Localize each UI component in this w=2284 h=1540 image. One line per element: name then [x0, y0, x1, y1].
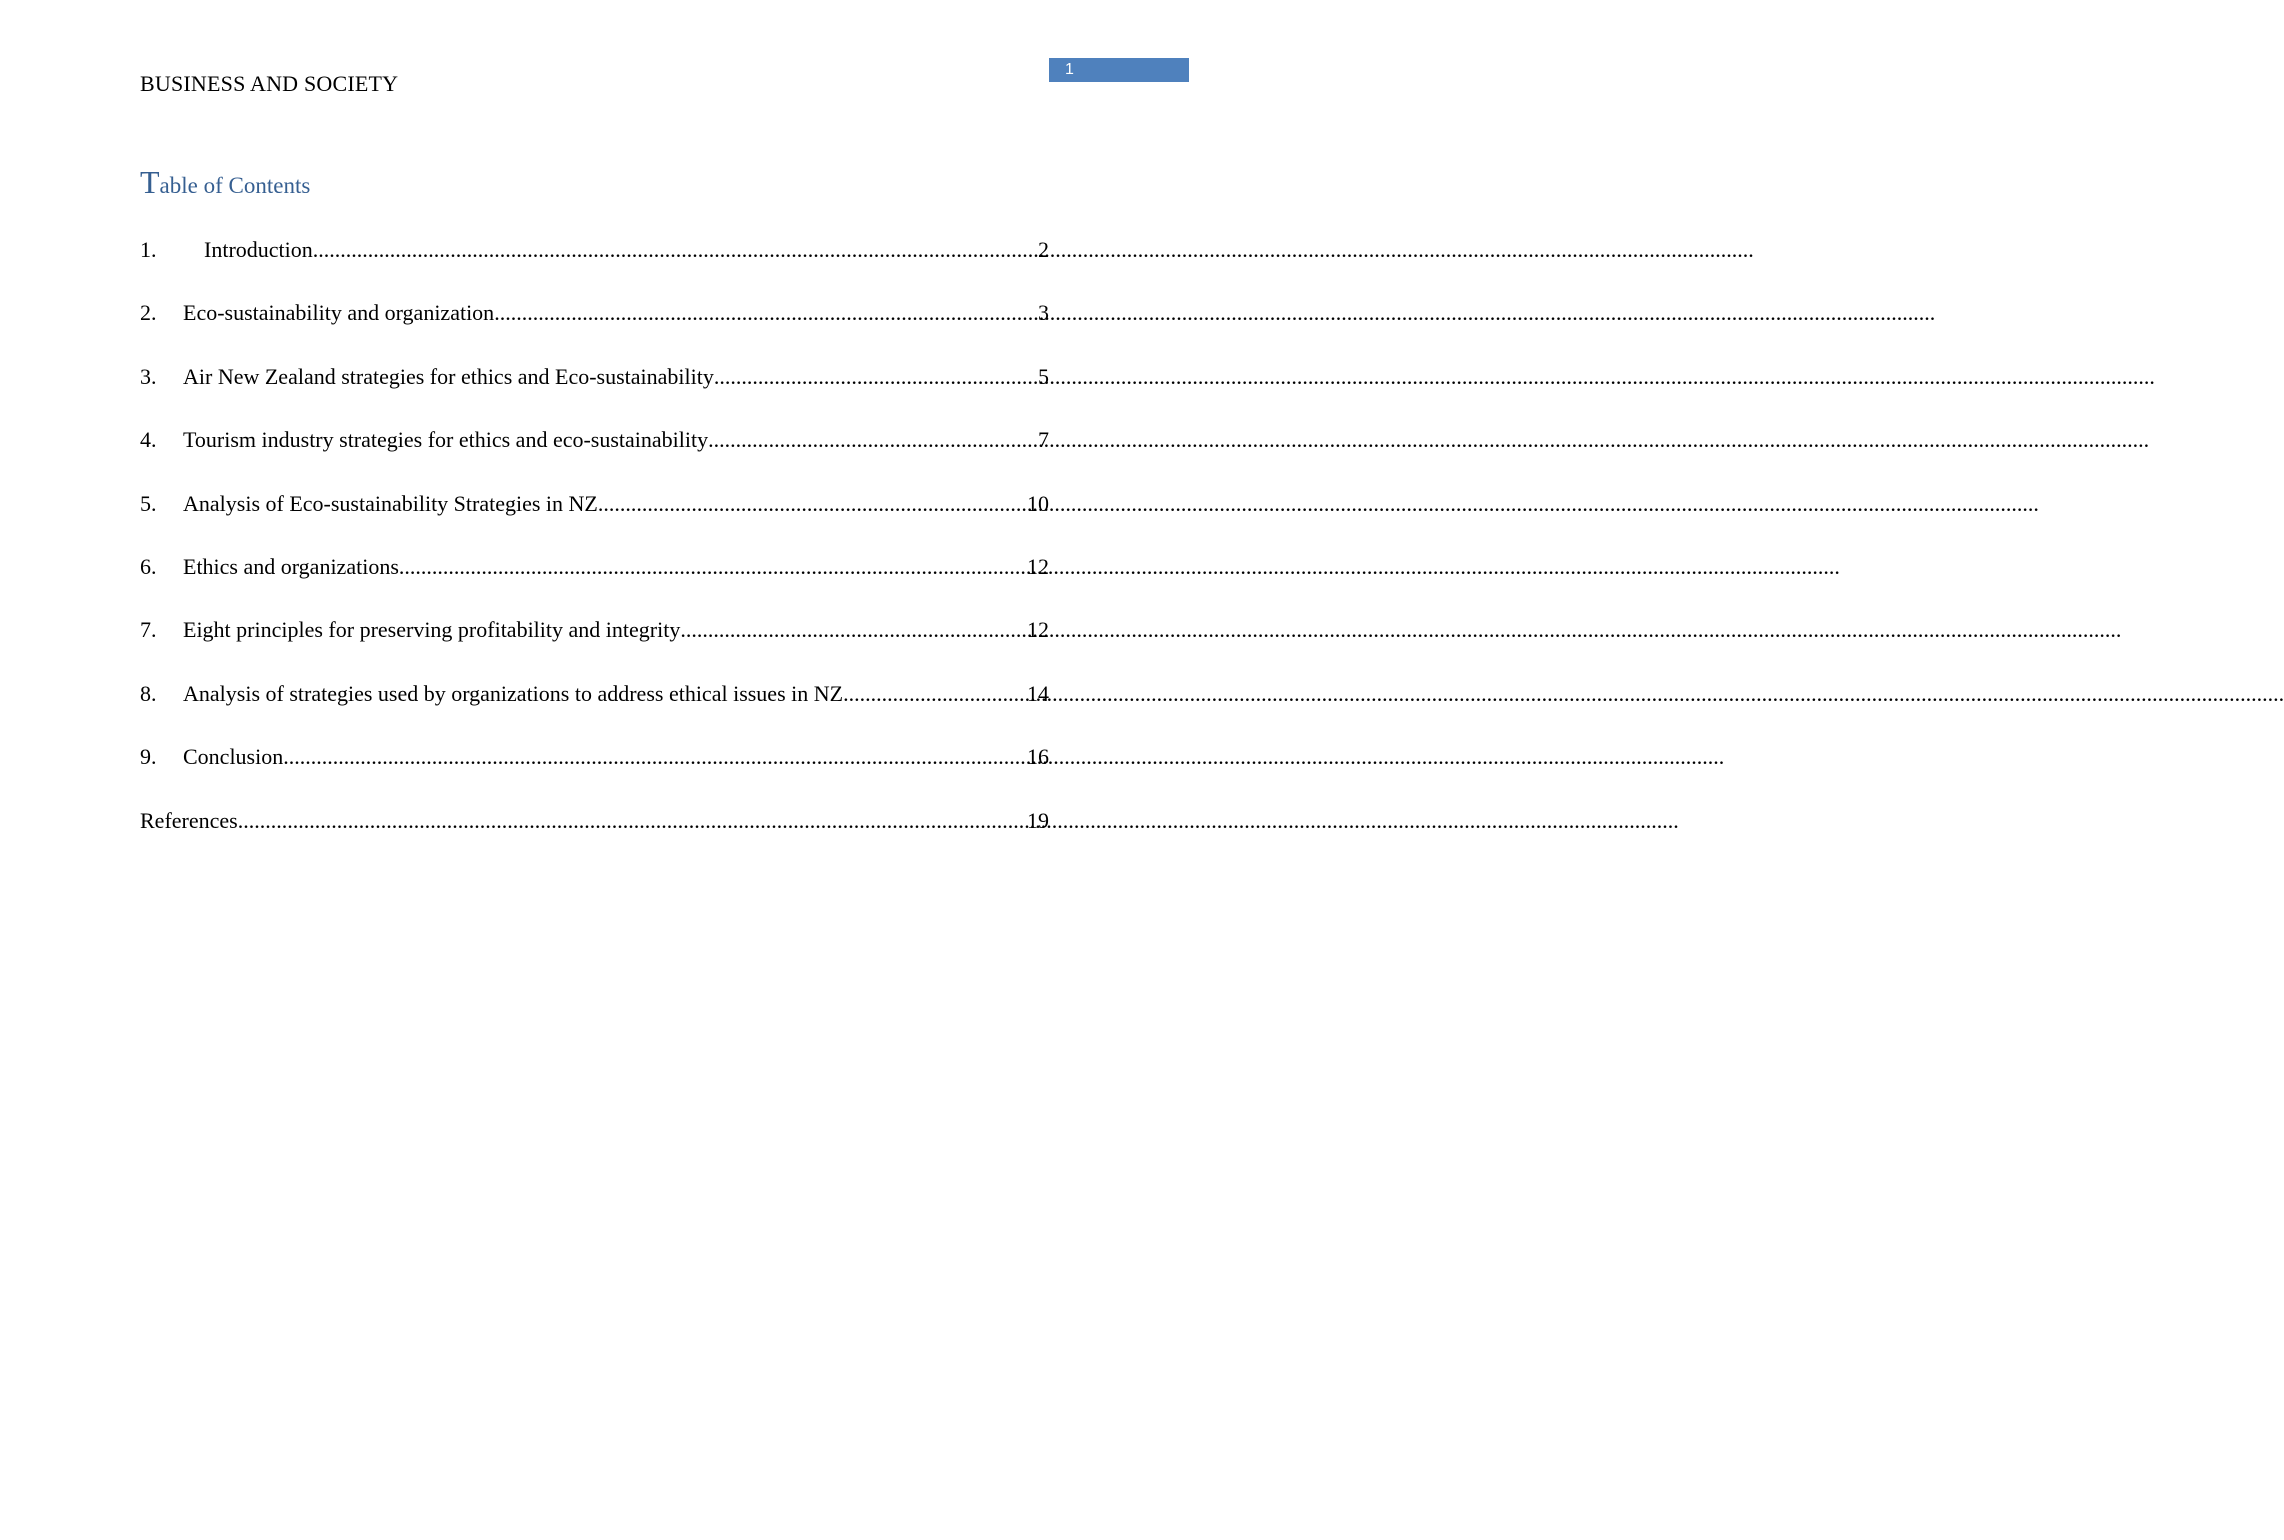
toc-entry-number: 4. [140, 427, 157, 453]
toc-dot-leader [708, 424, 1038, 456]
toc-entry-number: 7. [140, 617, 157, 643]
toc-entry-number: 8. [140, 680, 157, 706]
toc-entry-eight-principles[interactable] [140, 614, 1049, 677]
toc-dot-leader [283, 741, 1027, 773]
toc-entry-analysis-ethical-strategies[interactable] [140, 678, 1049, 741]
toc-dot-leader [238, 805, 1027, 837]
toc-entry-page: 19 [1027, 807, 1049, 833]
toc-entry-analysis-eco-strategies[interactable] [140, 488, 1049, 551]
toc-entry-page: 7 [1038, 427, 1049, 453]
page-number-badge [1049, 58, 1189, 82]
toc-entry-title: Introduction [204, 237, 313, 262]
toc-entry-number: 3. [140, 363, 157, 389]
toc-dot-leader [843, 678, 1027, 710]
toc-dot-leader [494, 297, 1038, 329]
toc-entry-title: Conclusion [183, 744, 284, 770]
toc-entry-title: References [140, 807, 238, 833]
toc-entry-number: 6. [140, 553, 157, 579]
toc-entry-number: 1. [140, 237, 157, 262]
toc-entry-ethics-organizations[interactable] [140, 551, 1049, 614]
toc-entry-number: 2. [140, 300, 157, 326]
toc-entry-number: 5. [140, 490, 157, 516]
toc-dot-leader [714, 361, 1038, 393]
toc-entry-air-new-zealand[interactable] [140, 361, 1049, 424]
toc-entry-number: 9. [140, 744, 157, 770]
toc-heading-initial: T [140, 164, 160, 200]
toc-heading [140, 162, 310, 206]
toc-entry-eco-sustainability[interactable] [140, 297, 1049, 360]
toc-entry-references[interactable] [140, 805, 1049, 868]
toc-dot-leader [313, 234, 1038, 266]
toc-entry-page: 12 [1027, 617, 1049, 643]
toc-entry-page: 2 [1038, 237, 1049, 262]
toc-dot-leader [680, 614, 1027, 646]
toc-entry-tourism-industry[interactable] [140, 424, 1049, 487]
toc-heading-rest: able of Contents [159, 173, 311, 198]
toc-dot-leader [399, 551, 1027, 583]
toc-entry-introduction[interactable] [140, 234, 1049, 297]
toc-entry-page: 5 [1038, 363, 1049, 389]
toc-entry-title: Eco-sustainability and organization [183, 300, 495, 326]
toc-entry-page: 16 [1027, 744, 1049, 770]
toc-entry-page: 12 [1027, 553, 1049, 579]
running-head: BUSINESS AND SOCIETY [140, 71, 399, 96]
toc-entry-page: 3 [1038, 300, 1049, 326]
toc-entry-title: Analysis of strategies used by organizations to address ethical issues in NZ [183, 680, 844, 706]
page-number: 1 [1065, 61, 1074, 78]
toc-dot-leader [598, 488, 1027, 520]
toc-entry-title: Air New Zealand strategies for ethics and Eco-sustainability [183, 363, 714, 389]
toc-entry-title: Ethics and organizations [183, 553, 399, 579]
toc-entry-title: Eight principles for preserving profitability and integrity [183, 617, 681, 643]
toc-entry-page: 10 [1027, 490, 1049, 516]
toc-entry-title: Analysis of Eco-sustainability Strategies in NZ [183, 490, 598, 516]
toc-entry-title: Tourism industry strategies for ethics and eco-sustainability [183, 427, 709, 453]
toc-list [140, 234, 1049, 868]
toc-entry-page: 14 [1027, 680, 1049, 706]
toc-entry-conclusion[interactable] [140, 741, 1049, 804]
